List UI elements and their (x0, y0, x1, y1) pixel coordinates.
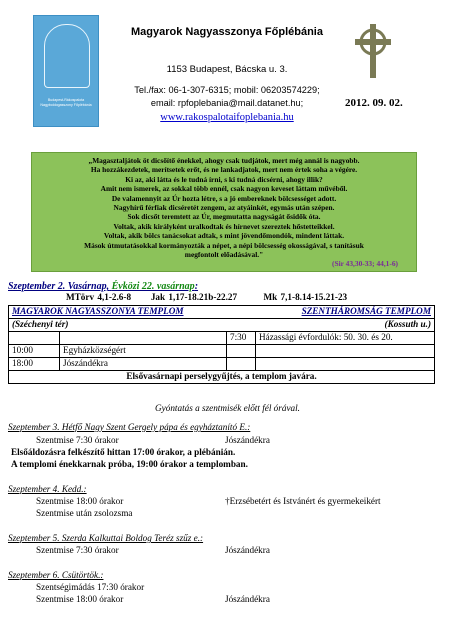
quote-line: Ki az, aki látta és le tudná írni, s ki tudná dicsérni, ahogy illik? (125, 174, 323, 184)
phone: Tel./fax: 06-1-307-6315; mobil: 06203574229; (134, 85, 320, 95)
time-cell-right (227, 358, 256, 371)
page-title: Magyarok Nagyasszonya Főplébánia (131, 26, 323, 38)
quote-line: Nagyhírű férfiak dicséretét zengem, az atyáinkét, egymás után szépen. (113, 203, 335, 213)
day-line: Szentmise után zsolozsma (36, 508, 133, 518)
day-line-right: Jószándékra (225, 435, 270, 445)
church-header-row (9, 306, 435, 319)
church-left-location: (Széchenyi tér) (9, 319, 227, 332)
quote-line: megfontolt előadásával." (184, 250, 264, 260)
time-cell-right (227, 345, 256, 358)
time-cell (9, 332, 60, 345)
parish-logo (33, 15, 99, 127)
sunday-date: Szeptember 2. Vasárnap, (8, 281, 110, 292)
day-title: Szeptember 3. Hétfő Nagy Szent Gergely pápa és egyháztanító E.: (8, 422, 251, 432)
table-row (9, 358, 435, 371)
confession-note: Gyóntatás a szentmisék előtt fél órával. (155, 403, 300, 413)
bulletin-date: 2012. 09. 02. (345, 97, 403, 109)
scripture-quote-box (31, 152, 417, 272)
address: 1153 Budapest, Bácska u. 3. (166, 64, 288, 75)
church-right-location: (Kossuth u.) (227, 319, 435, 332)
reading-3: Mk 7,1-8.14-15.21-23 (263, 292, 348, 302)
day-title: Szeptember 5. Szerda Kalkuttai Boldog Teréz szűz e.: (8, 533, 204, 543)
time-cell-right: 7:30 (227, 332, 256, 345)
quote-line: Mások útmutatásokkal kormányozták a népet, a népi bölcsesség okosságával, s tanításuk (84, 240, 364, 250)
church-right-name: SZENTHÁROMSÁG TEMPLOM (227, 306, 435, 319)
quote-line: Voltak, akik királyként uralkodtak és hírnevet szereztek hőstetteikkel. (113, 221, 335, 231)
day-line: Szentmise 7:30 órakor (36, 545, 119, 555)
quote-line: „Magasztaljátok öt dicsőítő énekkel, ahogy csak tudjátok, mert még annál is nagyobb. (88, 156, 360, 165)
reading-1: MTörv 4,1-2.6-8 (66, 292, 132, 302)
liturgical-week: Évközi 22. vasárnap (111, 281, 195, 292)
table-row (9, 332, 435, 345)
time-cell: 18:00 (9, 358, 60, 371)
sunday-heading (8, 281, 198, 292)
day-line-right: Jószándékra (225, 545, 270, 555)
logo-figure (44, 24, 90, 88)
intention-cell-right (256, 345, 435, 358)
day-line-right: Jószándékra (225, 594, 270, 604)
collection-row (9, 371, 435, 384)
quote-line: Ha hozzákezdetek, merítsetek erőt, és ne lankadjatok, mert nem értek soha a végére. (90, 165, 358, 175)
intention-cell-right (256, 358, 435, 371)
reading-2: Jak 1,17-18.21b-22.27 (150, 292, 238, 302)
day-line: Elsőáldozásra felkészítő hittan 17:00 órakor, a plébánián. (11, 447, 236, 457)
collection-note: Elsővasárnapi perselygyűjtés, a templom javára. (9, 371, 435, 384)
day-line: Szentségimádás 17:30 órakor (36, 582, 145, 592)
church-left-name: MAGYAROK NAGYASSZONYA TEMPLOM (9, 306, 227, 319)
sunday-schedule-table (8, 305, 435, 384)
email: email: rpfoplebania@mail.datanet.hu; (150, 98, 304, 108)
table-row (9, 345, 435, 358)
day-line: A templomi énekkarnak próba, 19:00 órakor a templomban. (11, 459, 248, 469)
day-line-right: †Erzsébetért és Istvánért és gyermekeikért (225, 496, 381, 506)
day-title: Szeptember 6. Csütörtök.: (8, 570, 104, 580)
quote-line: Sok dicsőt teremtett az Úr, megmutatta nagyságát ősidők óta. (127, 212, 321, 222)
quote-line: Amit nem ismerek, az sokkal több ennél, csak nagyon keveset láttam művéből. (100, 184, 348, 194)
day-line: Szentmise 7:30 órakor (36, 435, 119, 445)
readings (66, 292, 347, 302)
website-link[interactable]: www.rakospalotaifoplebania.hu (160, 112, 294, 123)
intention-cell-right: Házassági évfordulók: 50. 30. és 20. (256, 332, 435, 345)
day-line: Szentmise 18:00 órakor (36, 496, 124, 506)
sunday-colon: : (194, 281, 199, 292)
logo-caption: Budapest-Rákospalota Nagyboldogasszony Főplébánia (40, 98, 92, 107)
celtic-cross-icon (352, 22, 394, 80)
day-line: Szentmise 18:00 órakor (36, 594, 124, 604)
intention-cell: Egyházközségért (60, 345, 227, 358)
quote-line: Voltak, akik bölcs tanácsokat adtak, s mint jövendőmondók, mindent láttak. (103, 231, 345, 241)
quote-reference: (Sir 43,30-33; 44,1-6) (332, 259, 398, 269)
intention-cell: Jószándékra (60, 358, 227, 371)
church-sub-row (9, 319, 435, 332)
time-cell: 10:00 (9, 345, 60, 358)
quote-line: De valamennyit az Úr hozta létre, s a jó embereknek bölcsességet adott. (111, 193, 337, 203)
day-title: Szeptember 4. Kedd.: (8, 484, 87, 494)
intention-cell (60, 332, 227, 345)
